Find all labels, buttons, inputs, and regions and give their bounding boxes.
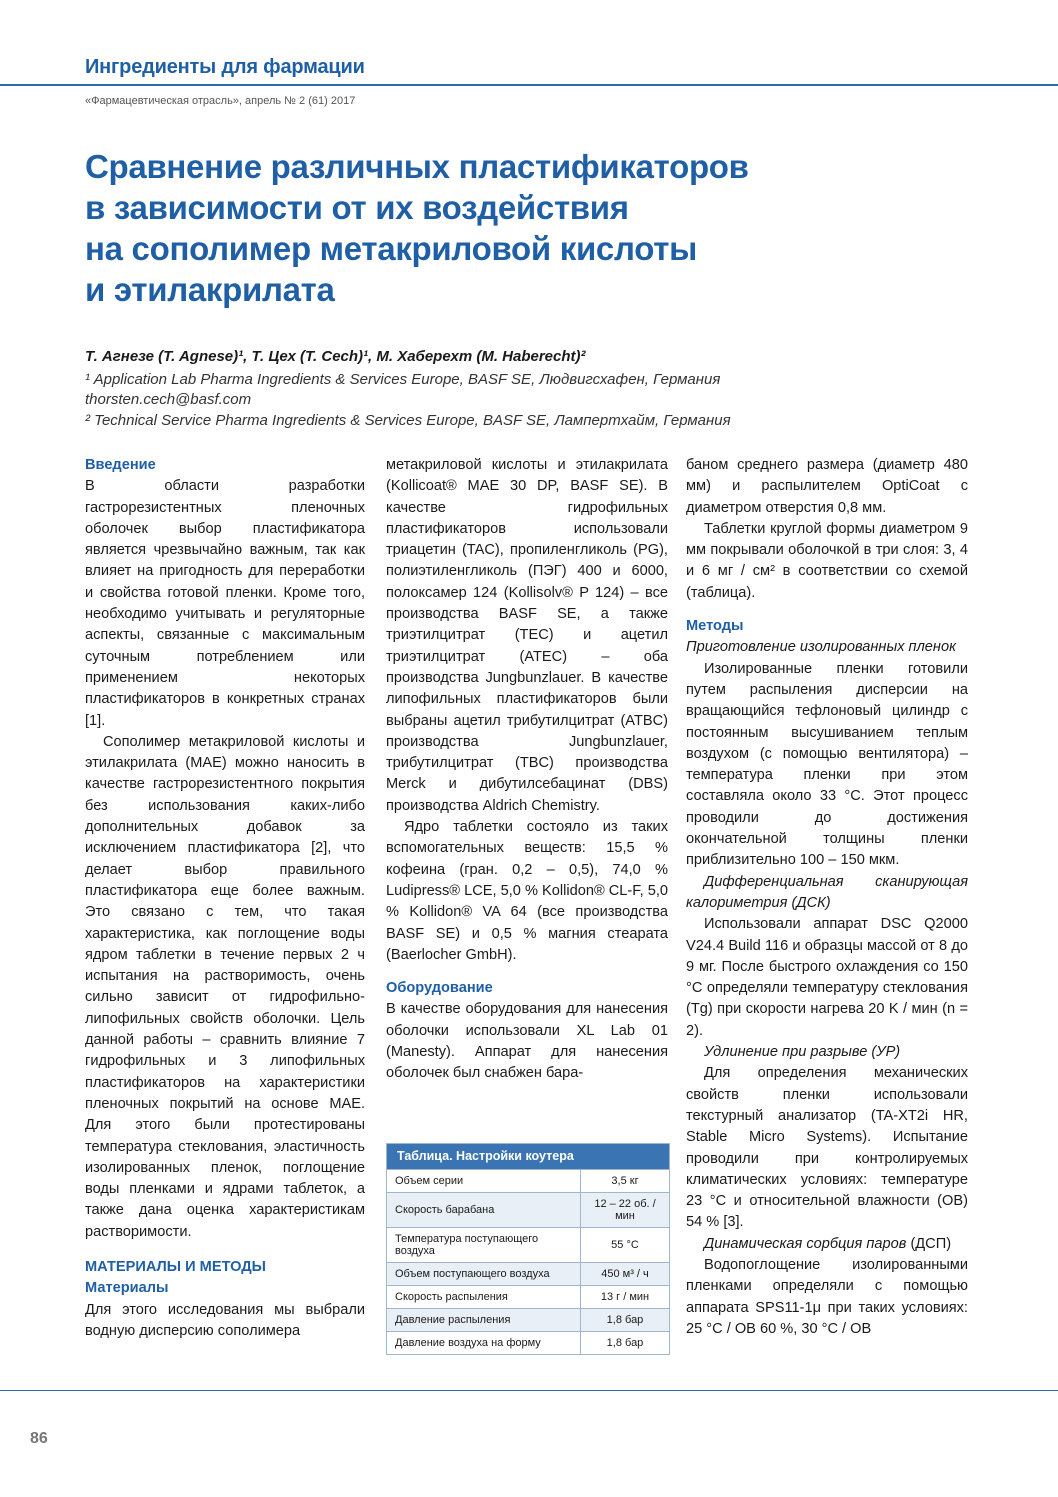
table-cell-value: 1,8 бар <box>581 1309 670 1332</box>
table-cell-value: 12 – 22 об. / мин <box>581 1193 670 1228</box>
materials-paragraph: Для этого исследования мы выбрали водную дисперсию сополимера <box>85 1301 365 1339</box>
methods-heading: Методы <box>686 618 744 635</box>
title-line: на сополимер метакриловой кислоты <box>85 230 697 267</box>
table-cell-label: Объем поступающего воздуха <box>387 1263 581 1286</box>
table-row <box>387 1228 669 1263</box>
intro-paragraph-2: Сополимер метакриловой кислоты и этилакрилата (MAE) можно наносить в качестве гастрорезистентного покрытия без использования каких-либо дополнительных добавок за исключением пластификатора [2], что делает выбор правильного пластификатора еще более важным. Это связано с тем, что такая характеристика, как поглощение воды ядром таблетки в течение первых 2 ч испытания на растворимость, очень сильно зависит от гидрофильно-липофильных свойств оболочки. Цель данной работы – сравнить влияние 7 гидрофильных и 3 липофильных пластификаторов на характеристики пленочных покрытий на основе MAE. Для этого были протестированы температура стеклования, эластичность изолированных пленок, поглощение воды пленками и ядрами таблеток, а также дана оценка характеристикам растворимости. <box>85 733 365 1240</box>
table-row <box>387 1286 669 1309</box>
header-rule <box>0 84 1058 86</box>
table-row <box>387 1193 669 1228</box>
title-line: и этилакрилата <box>85 271 335 308</box>
title-line: Сравнение различных пластификаторов <box>85 148 749 185</box>
equipment-paragraph: В качестве оборудования для нанесения оболочки использовали XL Lab 01 (Manesty). Аппарат для нанесения оболочек был снабжен бара- <box>386 1001 668 1082</box>
table-row <box>387 1170 669 1193</box>
materials-methods-heading: МАТЕРИАЛЫ И МЕТОДЫ <box>85 1258 266 1275</box>
table-title: Таблица. Настройки коутера <box>387 1144 669 1169</box>
intro-paragraph-1: В области разработки гастрорезистентных пленочных оболочек выбор пластификатора является чрезвычайно важным, так как влияет на пригодность для переработки и свойства готовой пленки. Кроме того, необходимо учитывать и регуляторные аспекты, связанные с максимальным суточным потреблением или применением некоторых пластификаторов в конкретных странах [1]. <box>85 478 365 729</box>
equipment-heading: Оборудование <box>386 980 493 997</box>
article-title <box>85 146 905 310</box>
table-row <box>387 1309 669 1332</box>
elongation-paragraph: Для определения механических свойств пленки использовали текстурный анализатор (TA-XT2i HR, Stable Micro Systems). Испытание проводили при контролируемых климатических условиях: температуре 23 °C и относительной влажности (ОВ) 54 % [3]. <box>686 1065 968 1231</box>
table-cell-label: Скорость распыления <box>387 1286 581 1309</box>
table-cell-label: Скорость барабана <box>387 1193 581 1228</box>
coating-paragraph: Таблетки круглой формы диаметром 9 мм покрывали оболочкой в три слоя: 3, 4 и 6 мг / см² в соответствии со схемой (таблица). <box>686 520 968 601</box>
column-1 <box>85 455 365 1342</box>
dsc-paragraph: Использовали аппарат DSC Q2000 V24.4 Build 116 и образцы массой от 8 до 9 мг. После быстрого охлаждения со 150 °C определяли температуру стеклования (Tg) при скорости нагрева 20 K / мин (n = 2). <box>686 916 968 1039</box>
table-cell-value: 13 г / мин <box>581 1286 670 1309</box>
affiliation-2: ² Technical Service Pharma Ingredients & Services Europe, BASF SE, Лампертхайм, Германия <box>85 412 731 429</box>
table-cell-value: 1,8 бар <box>581 1332 670 1355</box>
authors: Т. Агнезе (T. Agnese)¹, Т. Цех (T. Cech)¹, М. Хаберехт (M. Haberecht)² <box>85 348 586 365</box>
elongation-subheading: Удлинение при разрыве (УР) <box>704 1044 901 1061</box>
title-line: в зависимости от их воздействия <box>85 189 629 226</box>
table-row <box>387 1263 669 1286</box>
table-row <box>387 1332 669 1355</box>
dvs-subheading-line <box>686 1234 968 1255</box>
column-2 <box>386 455 668 1085</box>
tablet-core-paragraph: Ядро таблетки состояло из таких вспомогательных веществ: 15,5 % кофеина (гран. 0,2 – 0,5), 74,0 % Ludipress® LCE, 5,0 % Kollidon® CL-F, 5,0 % Kollidon® VA 64 (все производства BASF SE) и 0,5 % магния стеарата (Baerlocher GmbH). <box>386 819 668 963</box>
page-number: 86 <box>30 1430 48 1447</box>
table-cell-value: 55 °C <box>581 1228 670 1263</box>
footer-rule <box>0 1390 1058 1391</box>
dvs-paragraph: Водопоглощение изолированными пленками определяли с помощью аппарата SPS11-1μ при таких условиях: 25 °C / ОВ 60 %, 30 °C / ОВ <box>686 1256 968 1337</box>
table-cell-value: 450 м³ / ч <box>581 1263 670 1286</box>
column-3 <box>686 455 968 1340</box>
films-paragraph: Изолированные пленки готовили путем распыления дисперсии на вращающийся тефлоновый цилиндр с постоянным высушиванием теплым воздухом (с помощью вентилятора) – температура пленки при этом составляла около 33 °C. Этот процесс проводили до достижения окончательной толщины пленки приблизительно 100 – 150 мкм. <box>686 660 968 869</box>
table-body <box>387 1169 669 1354</box>
affiliation-1: ¹ Application Lab Pharma Ingredients & Services Europe, BASF SE, Людвигсхафен, Германия <box>85 371 721 388</box>
section-header: Ингредиенты для фармации <box>85 56 365 78</box>
materials-heading: Материалы <box>85 1280 169 1297</box>
coater-settings-table <box>386 1143 670 1355</box>
dvs-subheading: Динамическая сорбция паров <box>704 1235 907 1252</box>
author-email[interactable]: thorsten.cech@basf.com <box>85 391 252 408</box>
table-cell-label: Давление воздуха на форму <box>387 1332 581 1355</box>
table-cell-label: Температура поступающего воздуха <box>387 1228 581 1263</box>
films-subheading: Приготовление изолированных пленок <box>686 639 956 656</box>
journal-citation: «Фармацевтическая отрасль», апрель № 2 (61) 2017 <box>85 95 356 107</box>
intro-heading: Введение <box>85 457 156 473</box>
table-cell-label: Давление распыления <box>387 1309 581 1332</box>
table-cell-value: 3,5 кг <box>581 1170 670 1193</box>
equipment-paragraph-cont: баном среднего размера (диаметр 480 мм) и распылителем OptiCoat с диаметром отверстия 0,8 мм. <box>686 457 968 516</box>
dsc-subheading: Дифференциальная сканирующая калориметрия (ДСК) <box>686 873 968 911</box>
dvs-abbreviation: (ДСП) <box>910 1235 952 1252</box>
materials-paragraph-cont: метакриловой кислоты и этилакрилата (Kollicoat® MAE 30 DP, BASF SE). В качестве гидрофильных пластификаторов использовали триацетин (TAC), пропиленгликоль (PG), полиэтиленгликоль (ПЭГ) 400 и 6000, полоксамер 124 (Kollisolv® P 124) – все производства BASF SE, а также триэтилцитрат (TEC) и ацетил триэтилцитрат (ATEC) – оба производства Jungbunzlauer. В качестве липофильных пластификаторов были выбраны ацетил трибутилцитрат (ATBC) производства Jungbunzlauer, трибутилцитрат (TBC) производства Merck и дибутилсебацинат (DBS) производства Aldrich Chemistry. <box>386 457 668 814</box>
table-cell-label: Объем серии <box>387 1170 581 1193</box>
